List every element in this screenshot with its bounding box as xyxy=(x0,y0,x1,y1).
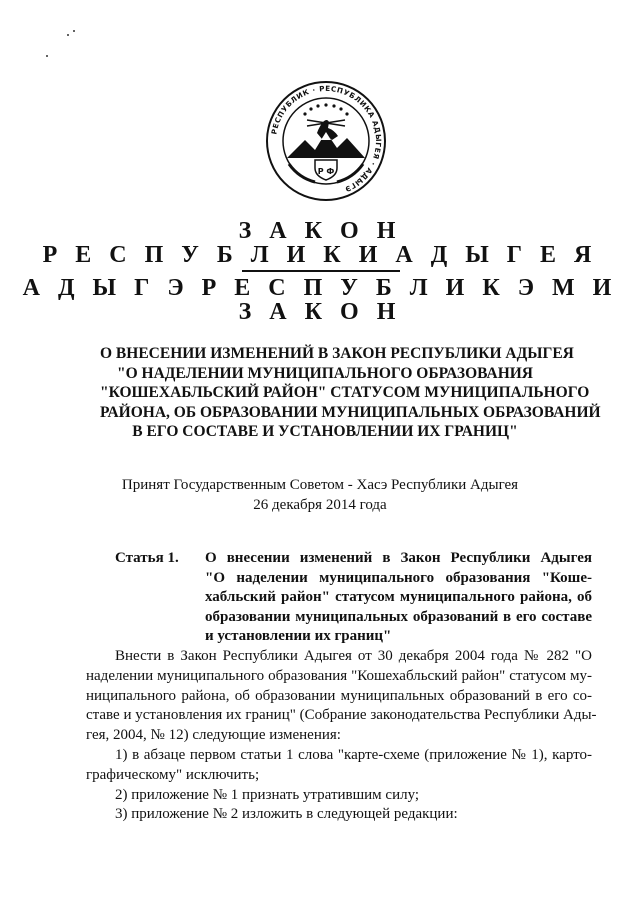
article-title xyxy=(205,549,592,647)
body-line: Внести в Закон Республики Адыгея от 30 декабря 2004 года № 282 "О xyxy=(115,648,592,664)
body-line: ставе и установления их границ" (Собрание законодательства Республики Ады- xyxy=(86,707,597,724)
article-body xyxy=(86,647,597,825)
adoption-date: 26 декабря 2014 года xyxy=(253,496,387,513)
article-title-line: "О наделении муниципального образования "Коше- xyxy=(205,569,592,586)
adoption-body: Принят Государственным Советом - Хасэ Республики Адыгея xyxy=(121,477,519,493)
body-line: 1) в абзаце первом статьи 1 слова "карте-схеме (приложение № 1), карто- xyxy=(115,746,592,763)
article-title-line: образовании муниципальных образований в его составе xyxy=(205,608,592,625)
scan-speck xyxy=(67,34,69,36)
emblem-ring-text: РЕСПУБЛИК · РЕСПУБЛИКА АДЫГЕЯ · АДЫГЭ xyxy=(269,83,384,195)
scan-speck xyxy=(46,55,48,57)
article-label: Статья 1. xyxy=(115,550,179,566)
scan-speck xyxy=(73,30,75,32)
law-title-zakon: З А К О Н xyxy=(238,218,402,244)
law-title-adyghe-line2: З А К О Н xyxy=(238,299,402,325)
law-heading-line: "КОШЕХАБЛЬСКИЙ РАЙОН" СТАТУСОМ МУНИЦИПАЛЬНОГО xyxy=(100,384,590,402)
body-line: ниципального района, об образовании муниципальных образований в его со- xyxy=(86,687,592,704)
law-heading-line: "О НАДЕЛЕНИИ МУНИЦИПАЛЬНОГО ОБРАЗОВАНИЯ xyxy=(116,364,533,382)
article-title-line: О внесении изменений в Закон Республики Адыгея xyxy=(205,550,592,566)
body-line: 3) приложение № 2 изложить в следующей редакции: xyxy=(115,806,458,823)
title-divider xyxy=(242,270,400,272)
law-title-republic: Р Е С П У Б Л И К И А Д Ы Г Е Я xyxy=(42,242,598,268)
law-title-adyghe-line1: А Д Ы Г Э Р Е С П У Б Л И К Э М И xyxy=(22,275,618,301)
body-line: графическому" исключить; xyxy=(86,766,260,783)
law-heading xyxy=(100,344,601,442)
law-heading-line: РАЙОНА, ОБ ОБРАЗОВАНИИ МУНИЦИПАЛЬНЫХ ОБРАЗОВАНИЙ xyxy=(100,403,601,421)
body-line: 2) приложение № 1 признать утратившим силу; xyxy=(115,786,420,803)
emblem-shield-text: Р Ф xyxy=(317,167,335,176)
article-title-line: хабльский район" статусом муниципального района, об xyxy=(205,589,592,606)
adoption-statement xyxy=(0,476,640,515)
law-heading-line: О ВНЕСЕНИИ ИЗМЕНЕНИЙ В ЗАКОН РЕСПУБЛИКИ АДЫГЕЯ xyxy=(100,345,574,362)
body-line: наделении муниципального образования "Кошехабльский район" статусом му- xyxy=(86,667,592,684)
article-title-line: и установлении их границ" xyxy=(205,628,392,645)
law-heading-line: В ЕГО СОСТАВЕ И УСТАНОВЛЕНИИ ИХ ГРАНИЦ" xyxy=(132,423,518,441)
body-line: гея, 2004, № 12) следующие изменения: xyxy=(86,727,341,744)
coat-of-arms-icon xyxy=(265,80,387,202)
